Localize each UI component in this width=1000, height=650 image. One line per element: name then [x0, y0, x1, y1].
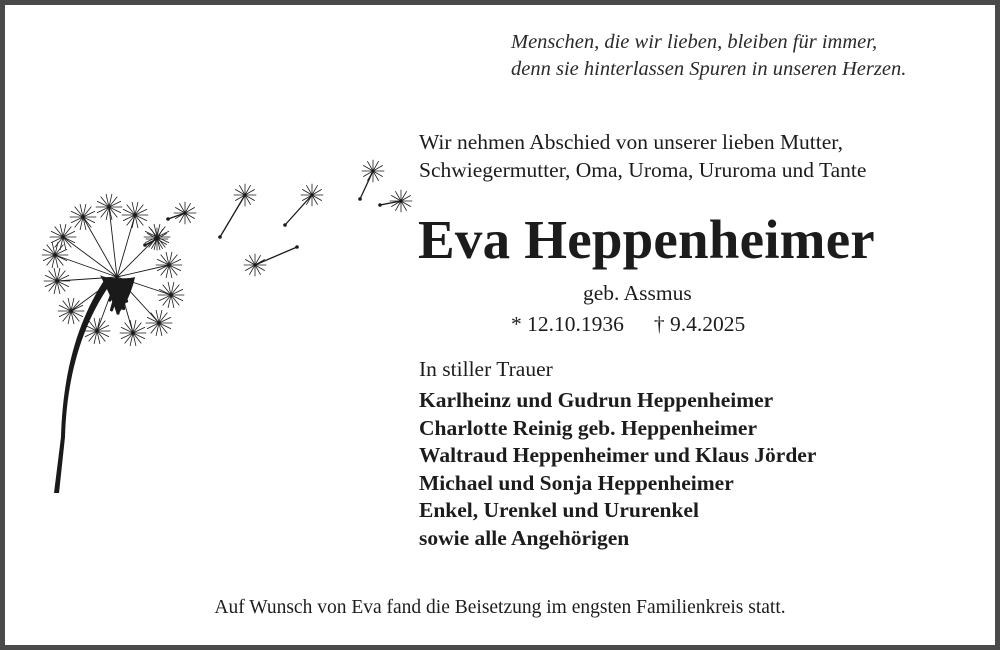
- mourner-entry: sowie alle Angehörigen: [419, 525, 630, 550]
- mourning-intro: In stiller Trauer: [419, 357, 553, 381]
- mourner-entry: Karlheinz und Gudrun Heppenheimer: [419, 388, 774, 412]
- death-date: † 9.4.2025: [653, 312, 746, 336]
- intro-line-1: Wir nehmen Abschied von unserer lieben Mutter,: [419, 130, 843, 154]
- funeral-note: Auf Wunsch von Eva fand die Beisetzung im engsten Familienkreis statt.: [214, 597, 786, 618]
- mourner-entry: Enkel, Urenkel und Ururenkel: [419, 498, 699, 522]
- farewell-intro: [419, 128, 979, 184]
- mourner-entry: Charlotte Reinig geb. Heppenheimer: [419, 415, 757, 440]
- deceased-name: Eva Heppenheimer: [418, 209, 875, 270]
- dandelion-icon: [35, 155, 435, 500]
- motto-line-1: Menschen, die wir lieben, bleiben für immer,: [511, 31, 878, 53]
- mourner-entry: Michael und Sonja Heppenheimer: [419, 470, 734, 495]
- mourners-list: [419, 387, 816, 552]
- mourner-entry: Waltraud Heppenheimer und Klaus Jörder: [419, 443, 817, 467]
- intro-line-2: Schwiegermutter, Oma, Uroma, Ururoma und Tante: [419, 158, 867, 182]
- motto-quote: [511, 29, 981, 83]
- birth-name: geb. Assmus: [583, 281, 692, 305]
- life-dates: [511, 310, 745, 338]
- birth-date: * 12.10.1936: [511, 312, 624, 336]
- obituary-notice: [5, 5, 995, 645]
- motto-line-2: denn sie hinterlassen Spuren in unseren Herzen.: [511, 58, 907, 80]
